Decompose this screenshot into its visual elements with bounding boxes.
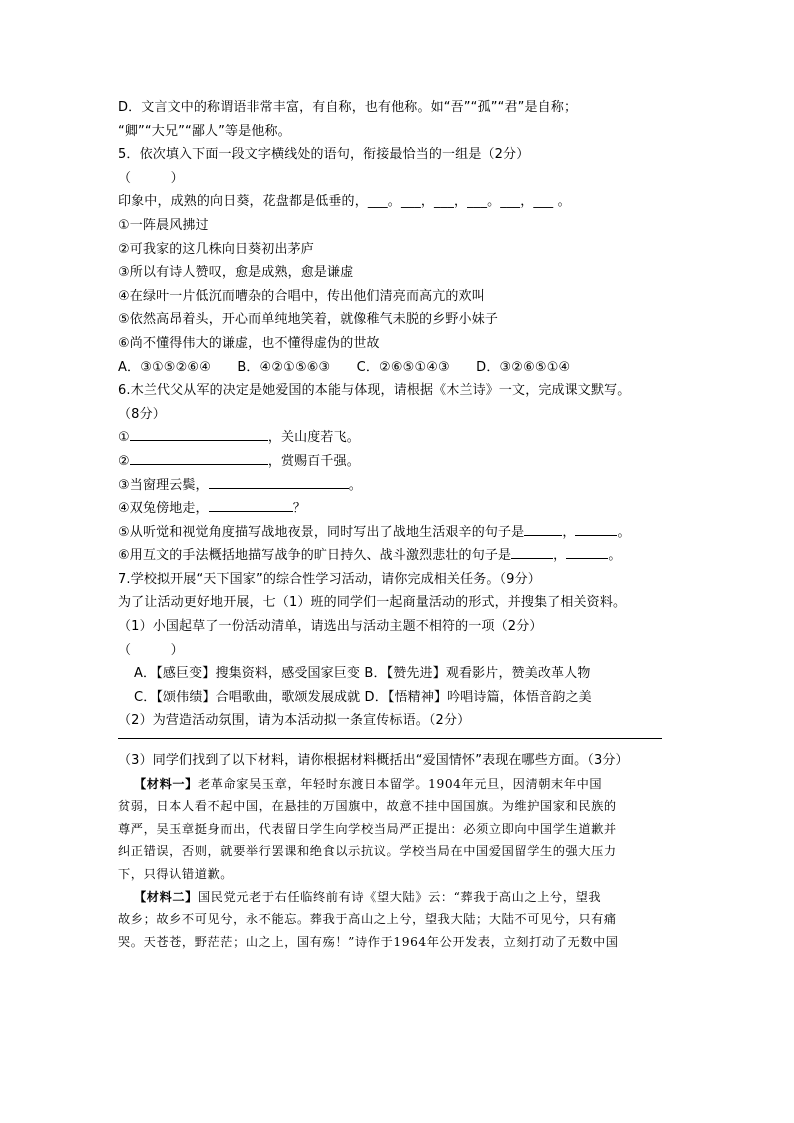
- q5-item: ②可我家的这几株向日葵初出茅庐: [118, 241, 314, 257]
- material-1-line: 尊严，吴玉章挺身而出，代表留日学生向学校当局严正提出：必须立即向中国学生道歉并: [118, 821, 617, 836]
- q5-stem: 5．依次填入下面一段文字横线处的语句，衔接最恰当的一组是（2分）: [118, 147, 530, 163]
- q6-line-6-end: 。: [608, 548, 622, 564]
- material-2-line: [118, 886, 678, 909]
- material-2-line: 哭。天苍苍，野茫茫；山之上，国有殇！”诗作于1964年公开发表，立刻打动了无数中国: [118, 934, 619, 949]
- q6-line-5: [118, 521, 678, 545]
- q6-line-3-text: ③当窗理云鬓，: [118, 477, 209, 493]
- q6-line-1: [118, 426, 678, 450]
- q5-answer-paren: （ ）: [118, 170, 184, 186]
- answer-blank[interactable]: [130, 452, 268, 465]
- q7-answer-paren: （ ）: [118, 642, 184, 658]
- q6-line-1-text: ，关山度若飞。: [267, 430, 360, 446]
- q6-line-6-text: ⑥用互文的手法概括地描写战争的旷日持久、战斗激烈悲壮的句子是: [118, 548, 512, 564]
- answer-blank[interactable]: [511, 546, 553, 559]
- material-1-line: 纠正错误，否则，就要举行罢课和绝食以示抗议。学校当局在中国爱国留学生的强大压力: [118, 844, 617, 859]
- q7-options-row2: C．【颂伟绩】合唱歌曲，歌颂发展成就 D．【悟精神】吟唱诗篇，体悟音韵之美: [134, 689, 592, 705]
- q7-sub3: （3）同学们找到了以下材料，请你根据材料概括出“爱国情怀”表现在哪些方面。（3分）: [118, 753, 629, 769]
- material-2-tag: 【材料二】: [134, 889, 198, 904]
- q6-stem: 6.木兰代父从军的决定是她爱国的本能与体现，请根据《木兰诗》一文，完成课文默写。: [118, 383, 631, 399]
- q4-option-d-line1: D．文言文中的称谓语非常丰富，有自称，也有他称。如“吾”“孤”“君”是自称；: [118, 100, 578, 115]
- q5-item: ⑥尚不懂得伟大的谦虚，也不懂得虚伪的世故: [118, 335, 380, 351]
- q5-item: ③所以有诗人赞叹，愈是成熟，愈是谦虚: [118, 265, 354, 281]
- answer-blank[interactable]: [524, 523, 562, 536]
- material-1-text: 老革命家吴玉章，年轻时东渡日本留学。1904年元旦，因清朝末年中国: [197, 776, 603, 791]
- answer-blank[interactable]: [566, 546, 608, 559]
- q7-options-row1: A．【感巨变】搜集资料，感受国家巨变 B．【赞先进】观看影片，赞美改革人物: [134, 666, 591, 682]
- q6-line-5-mid: ，: [562, 524, 576, 540]
- q6-score: （8分）: [118, 406, 166, 422]
- material-1-line: 贫弱，日本人看不起中国，在悬挂的万国旗中，故意不挂中国国旗。为维护国家和民族的: [118, 799, 617, 814]
- q6-line-6-mid: ，: [553, 548, 567, 564]
- q6-line-2: [118, 450, 678, 474]
- answer-blank[interactable]: [209, 499, 293, 512]
- q6-line-3: [118, 474, 678, 498]
- q6-line-5-end: 。: [617, 524, 631, 540]
- material-1-line: 下，只得认错道歉。: [118, 867, 234, 881]
- q7-sub1: （1）小国起草了一份活动清单，请选出与活动主题不相符的一项（2分）: [118, 619, 543, 635]
- material-2-text: 国民党元老于右任临终前有诗《望大陆》云：“葬我于高山之上兮，望我: [197, 889, 602, 904]
- q7-sub2: （2）为营造活动氛围，请为本活动拟一条宣传标语。（2分）: [118, 713, 471, 729]
- q6-line-4: [118, 497, 678, 521]
- slogan-answer-line[interactable]: [118, 738, 662, 739]
- material-1-tag: 【材料一】: [134, 776, 198, 791]
- q7-stem: 7.学校拟开展“天下国家”的综合性学习活动，请你完成相关任务。（9分）: [118, 571, 541, 587]
- materials-block: [118, 773, 678, 954]
- answer-blank[interactable]: [209, 476, 349, 489]
- material-1-line: [118, 773, 678, 796]
- q6-line-2-text: ，赏赐百千强。: [267, 453, 360, 469]
- answer-blank[interactable]: [130, 428, 268, 441]
- material-2-line: 故乡；故乡不可见兮，永不能忘。葬我于高山之上兮，望我大陆；大陆不可见兮，只有痛: [118, 912, 617, 927]
- q4-option-d-line2: “卿”“大兄”“鄙人”等是他称。: [118, 123, 291, 139]
- q7-intro: 为了让活动更好地开展，七（1）班的同学们一起商量活动的形式，并搜集了相关资料。: [118, 595, 627, 611]
- q6-line-2-num: ②: [118, 453, 130, 469]
- q6-line-4-text: ④双兔傍地走，: [118, 501, 209, 517]
- q6-line-5-text: ⑤从听觉和视觉角度描写战地夜景，同时写出了战地生活艰辛的句子是: [118, 524, 525, 540]
- q5-item: ⑤依然高昂着头，开心而单纯地笑着，就像稚气未脱的乡野小妹子: [118, 312, 499, 328]
- q6-line-3-end: 。: [348, 477, 362, 493]
- q5-item: ①一阵晨风拂过: [118, 217, 209, 233]
- q6-line-4-end: ？: [292, 501, 306, 517]
- q5-item: ④在绿叶一片低沉而嘈杂的合唱中，传出他们清亮而高亢的欢叫: [118, 288, 485, 304]
- exam-page: [118, 96, 678, 953]
- answer-blank[interactable]: [575, 523, 617, 536]
- q6-line-6: [118, 544, 678, 568]
- q5-passage: 印象中，成熟的向日葵，花盘都是低垂的，___。___，___，___。___，___ 。: [118, 194, 571, 210]
- q6-line-1-num: ①: [118, 430, 130, 446]
- q5-choices: A．③①⑤②⑥④ B．④②①⑤⑥③ C．②⑥⑤①④③ D．③②⑥⑤①④: [118, 359, 571, 375]
